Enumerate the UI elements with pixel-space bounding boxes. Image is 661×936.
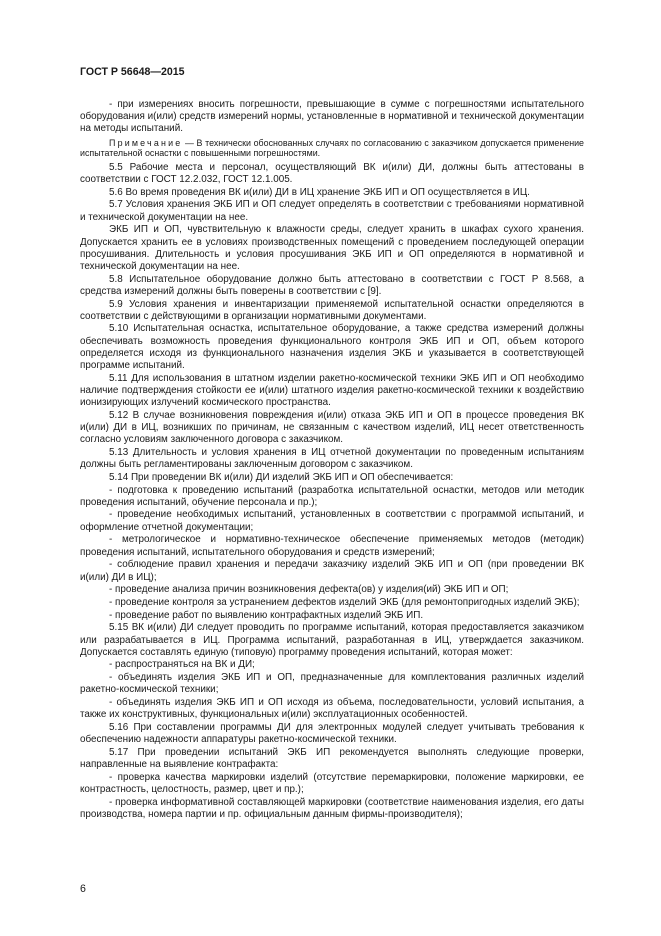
paragraph: 5.10 Испытательная оснастка, испытательное оборудование, а также средства измерений должны обеспечивать возможность проведения функционального контроля ЭКБ ИП и ОП, объем которого определяется исходя из функционального назначения изделия ЭКБ и указывается в соответствующей программе испытаний. <box>80 323 584 372</box>
list-item: - распространяться на ВК и ДИ; <box>109 659 255 671</box>
list-item: - проверка качества маркировки изделий (отсутствие перемаркировки, положение маркировки, ее контрастность, целостность, размер, цвет и пр.); <box>80 771 584 795</box>
paragraph: 5.13 Длительность и условия хранения в ИЦ отчетной документации по проведенным испытаниям должны быть регламентированы заключенным договором с заказчиком. <box>80 446 584 471</box>
list-item: - проведение анализа причин возникновения дефекта(ов) у изделия(ий) ЭКБ ИП и ОП; <box>109 584 509 596</box>
document-header: ГОСТ Р 56648—2015 <box>80 66 185 78</box>
paragraph: - при измерениях вносить погрешности, превышающие в сумме с погрешностями испытательного оборудования и(или) средств измерений нормы, установленные в нормативной и технической документации на методы испытаний. <box>80 99 584 135</box>
paragraph: 5.16 При составлении программы ДИ для электронных модулей следует учитывать требования к обеспечению надежности аппаратуры ракетно-космической техники. <box>80 721 584 746</box>
paragraph: 5.14 При проведении ВК и(или) ДИ изделий ЭКБ ИП и ОП обеспечивается: <box>109 471 454 483</box>
page-number: 6 <box>80 883 86 895</box>
note-paragraph <box>80 138 584 159</box>
list-item: - проведение контроля за устранением дефектов изделий ЭКБ (для ремонтопригодных изделий ЭКБ); <box>109 596 580 608</box>
note-label: Примечание <box>109 137 183 148</box>
paragraph: 5.8 Испытательное оборудование должно быть аттестовано в соответствии с ГОСТ Р 8.568, а средства измерений должны быть поверены в соответствии с [9]. <box>80 273 584 297</box>
list-item: - проверка информативной составляющей маркировки (соответствие наименования изделия, его даты производства, номера партии и пр. официальным данным фирмы-производителя); <box>80 796 584 820</box>
paragraph: 5.11 Для использования в штатном изделии ракетно-космической техники ЭКБ ИП и ОП необходимо наличие подтверждения стойкости ее и(или) штатного изделия ракетно-космической техники к воздействию ионизирующих излучений космического пространства. <box>80 372 584 409</box>
paragraph: 5.9 Условия хранения и инвентаризации применяемой испытательной оснастки определяются в соответствии с действующими в организации нормативными документами. <box>80 298 584 322</box>
list-item: - объединять изделия ЭКБ ИП и ОП, предназначенные для комплектования различных изделий ракетно-космической техники; <box>80 672 584 696</box>
list-item: - соблюдение правил хранения и передачи заказчику изделий ЭКБ ИП и ОП (при проведении ВК и(или) ДИ в ИЦ); <box>80 559 584 583</box>
paragraph: 5.6 Во время проведения ВК и(или) ДИ в ИЦ хранение ЭКБ ИП и ОП осуществляется в ИЦ. <box>109 186 530 198</box>
paragraph: 5.7 Условия хранения ЭКБ ИП и ОП следует определять в соответствии с требованиями нормативной и технической документации на нее. <box>80 199 584 223</box>
paragraph: 5.12 В случае возникновения повреждения и(или) отказа ЭКБ ИП и ОП в процессе проведения ВК и(или) ДИ в ИЦ, возникших по причинам, не связанным с качеством изделий, ИЦ несет ответственность согласно условиям заключенного договора с заказчиком. <box>80 409 584 446</box>
paragraph: 5.5 Рабочие места и персонал, осуществляющий ВК и(или) ДИ, должны быть аттестованы в соответствии с ГОСТ 12.2.032, ГОСТ 12.1.005. <box>80 161 584 185</box>
list-item: - проведение необходимых испытаний, установленных в соответствии с программой испытаний, и оформление отчетной документации; <box>80 509 584 533</box>
document-body <box>80 99 584 822</box>
note-text: — В технически обоснованных случаях по согласованию с заказчиком допускается применение испытательной оснастки с повышенными погрешностями. <box>80 137 584 159</box>
paragraph: 5.15 ВК и(или) ДИ следует проводить по программе испытаний, которая предоставляется заказчиком или разрабатывается в ИЦ. Программа испытаний, разработанная в ИЦ, утверждается заказчиком. Допускается составлять единую (типовую) программу проведения испытаний, которая может: <box>80 622 584 658</box>
paragraph: 5.17 При проведении испытаний ЭКБ ИП рекомендуется выполнять следующие проверки, направленные на выявление контрафакта: <box>80 746 584 771</box>
list-item: - подготовка к проведению испытаний (разработка испытательной оснастки, методов или методик проведения испытаний, обучение персонала и пр.); <box>80 484 584 508</box>
list-item: - объединять изделия ЭКБ ИП и ОП исходя из объема, последовательности, условий испытания, а также их конструктивных, функциональных и(или) эксплуатационных особенностей. <box>80 697 584 721</box>
list-item: - проведение работ по выявлению контрафактных изделий ЭКБ ИП. <box>109 609 424 621</box>
list-item: - метрологическое и нормативно-техническое обеспечение применяемых методов (методик) проведения испытаний, испытательного оборудования и средств измерений; <box>80 534 584 558</box>
paragraph: ЭКБ ИП и ОП, чувствительную к влажности среды, следует хранить в шкафах сухого хранения. Допускается хранить ее в условиях производственных помещений с проведением последующей операции просушивания. Длительность и условия просушивания ЭКБ ИП и ОП определяются в нормативной и технической документации на нее. <box>80 224 584 272</box>
